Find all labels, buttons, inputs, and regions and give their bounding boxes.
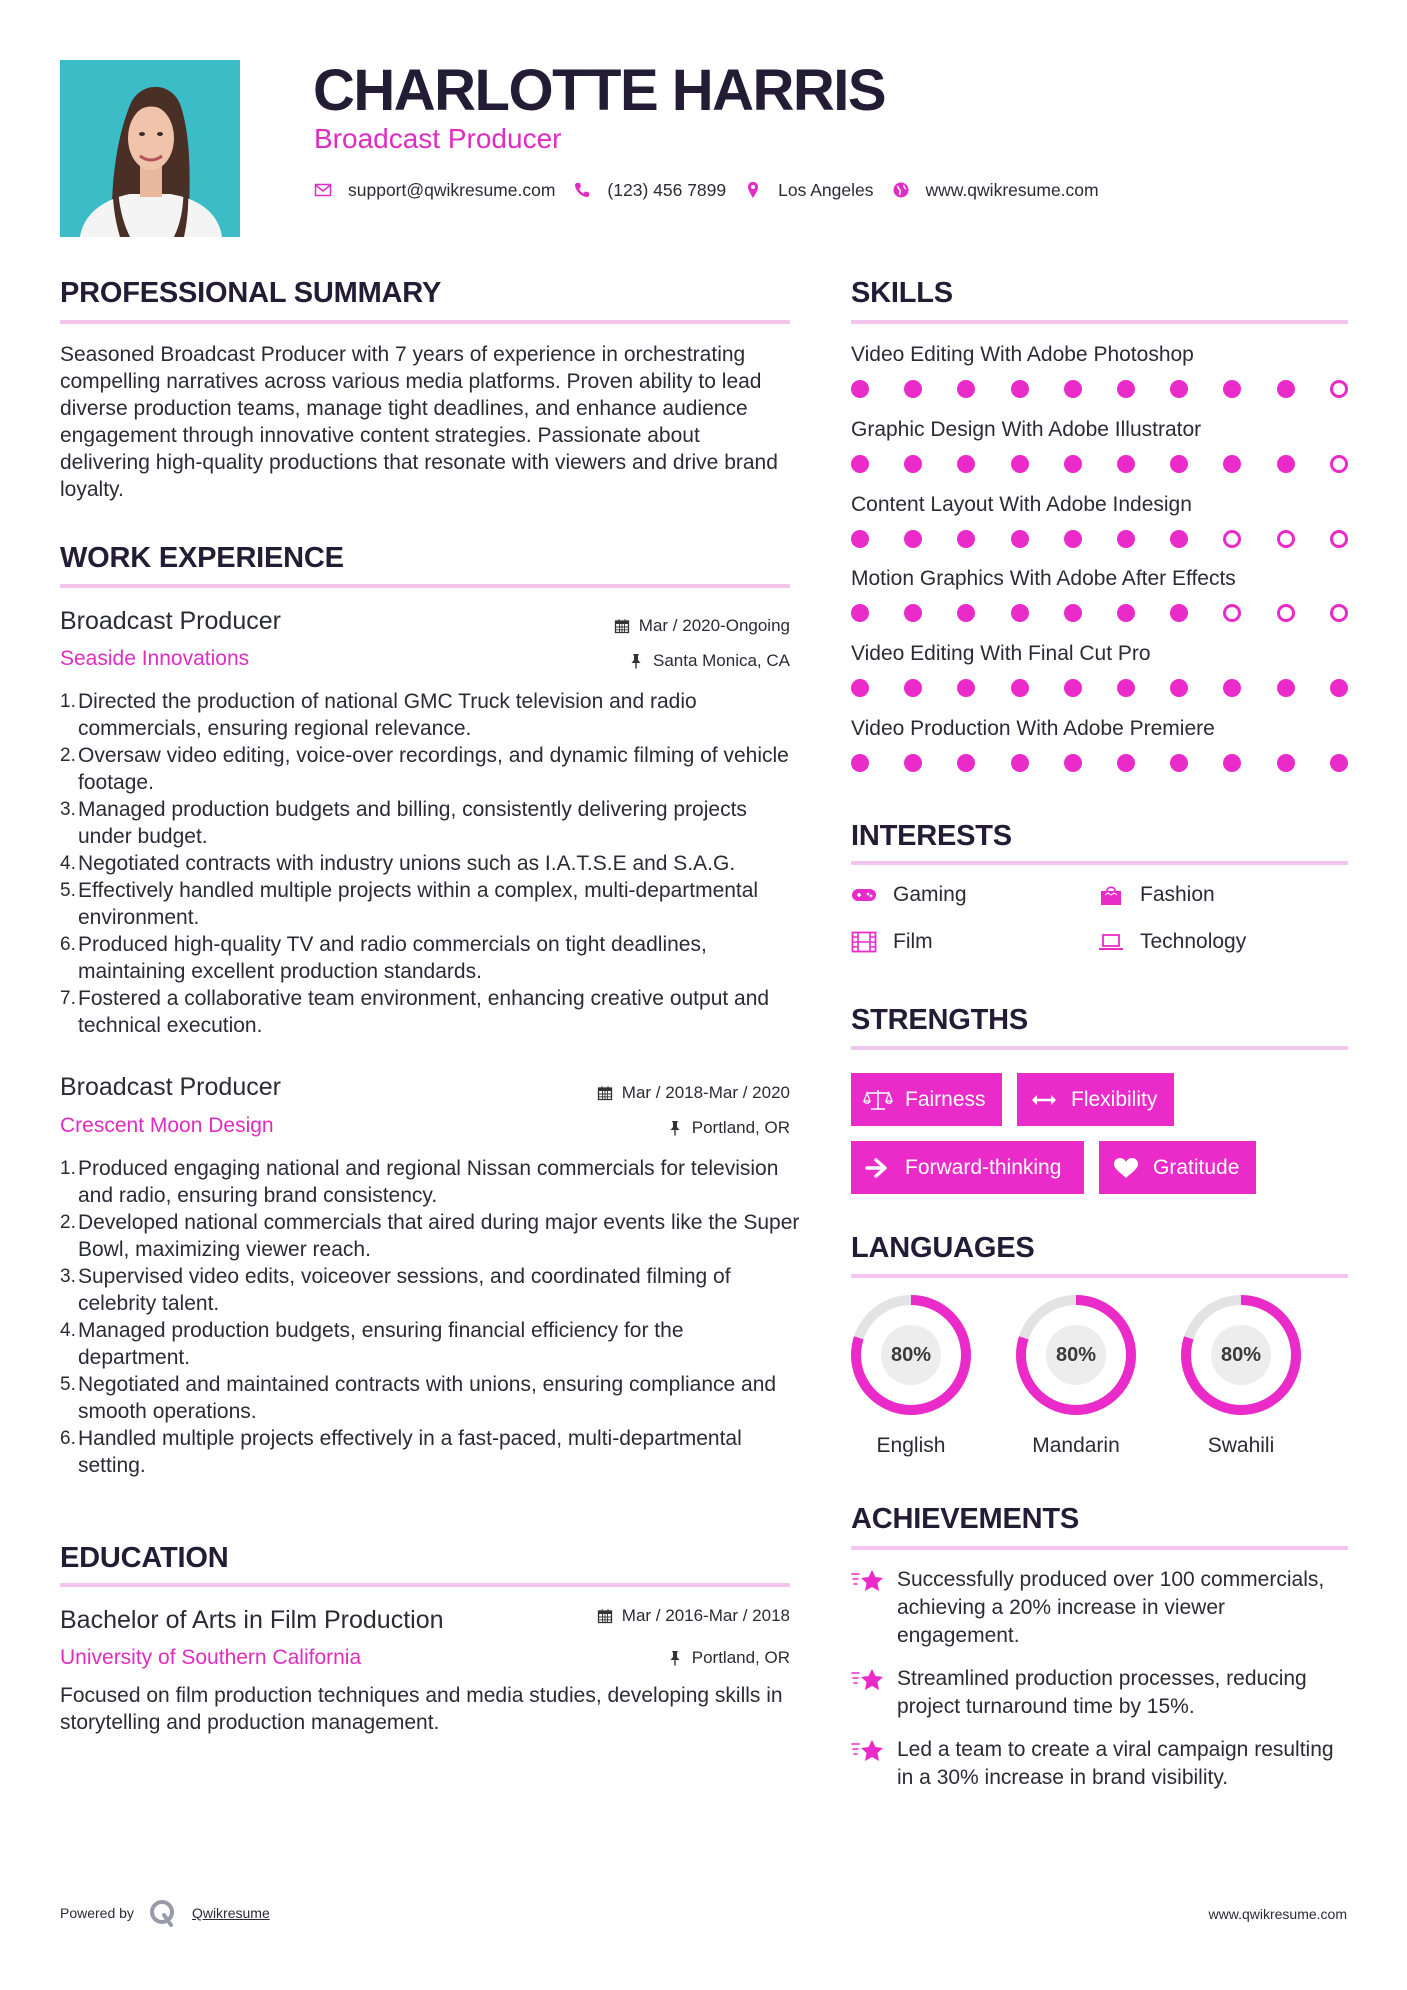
- duty-item: 6. Produced high-quality TV and radio commercials on tight deadlines, maintaining excellent production standards.: [60, 933, 707, 983]
- strengths-divider: [851, 1046, 1348, 1050]
- languages-divider: [851, 1274, 1348, 1278]
- rating-dot: [1064, 530, 1082, 548]
- experience-heading: WORK EXPERIENCE: [60, 542, 344, 574]
- arrow-right-icon: [863, 1156, 893, 1180]
- gamepad-icon: [851, 884, 877, 906]
- rating-dot: [904, 604, 922, 622]
- rating-dot: [1011, 380, 1029, 398]
- achievements-heading: ACHIEVEMENTS: [851, 1503, 1080, 1535]
- shopping-bag-icon: [1098, 884, 1124, 906]
- interest-label: Film: [893, 930, 933, 953]
- phone-text: (123) 456 7899: [607, 179, 727, 200]
- job-dates-text: Mar / 2020-Ongoing: [638, 616, 790, 635]
- rating-dot: [851, 380, 869, 398]
- duty-item: 2. Developed national commercials that aired during major events like the Super Bowl, maximizing viewer reach.: [60, 1211, 800, 1261]
- skill-label: Content Layout With Adobe Indesign: [851, 493, 1192, 516]
- rating-dot: [957, 380, 975, 398]
- achievement-text: Led a team to create a viral campaign resulting in a 30% increase in brand visibility.: [897, 1738, 1334, 1789]
- rating-dot: [1064, 455, 1082, 473]
- rating-dot: [851, 530, 869, 548]
- skill-item: [851, 417, 1348, 475]
- rating-dot: [1223, 679, 1241, 697]
- job-company: Crescent Moon Design: [60, 1114, 274, 1137]
- rating-dot: [1223, 754, 1241, 772]
- rating-dot: [904, 455, 922, 473]
- rating-dot: [1330, 754, 1348, 772]
- school-name: University of Southern California: [60, 1646, 362, 1669]
- summary-heading: PROFESSIONAL SUMMARY: [60, 277, 442, 309]
- education-location-text: Portland, OR: [691, 1648, 790, 1667]
- map-marker-icon: [744, 181, 762, 199]
- duty-item: 1. Directed the production of national GMC Truck television and radio commercials, ensuring regional relevance.: [60, 690, 697, 740]
- skill-label: Video Production With Adobe Premiere: [851, 717, 1215, 740]
- rating-dot: [851, 455, 869, 473]
- education-location: [667, 1647, 790, 1669]
- job-location: [628, 650, 790, 672]
- arrows-horizontal-icon: [1029, 1088, 1059, 1112]
- skill-item: [851, 566, 1348, 624]
- education-divider: [60, 1583, 790, 1587]
- rating-dot: [1277, 455, 1295, 473]
- qwikresume-logo-icon: [148, 1898, 178, 1928]
- duty-item: 7. Fostered a collaborative team environment, enhancing creative output and technical execution.: [60, 987, 770, 1037]
- rating-dot: [904, 754, 922, 772]
- laptop-icon: [1098, 931, 1124, 953]
- rating-dot: [1011, 679, 1029, 697]
- rating-dot: [1117, 455, 1135, 473]
- strength-fairness: [851, 1073, 1002, 1126]
- website-text: www.qwikresume.com: [925, 179, 1099, 200]
- education-dates: [597, 1605, 790, 1627]
- rating-dot: [1277, 380, 1295, 398]
- duty-item: 3. Managed production budgets and billing, consistently delivering projects under budget.: [60, 798, 747, 848]
- contact-location: [744, 180, 873, 201]
- rating-dot: [1277, 679, 1295, 697]
- language-mandarin: [1014, 1293, 1138, 1459]
- rating-dot: [904, 530, 922, 548]
- rating-dot: [1330, 679, 1348, 697]
- language-percent: 80%: [1220, 1343, 1262, 1366]
- rating-dot: [1170, 530, 1188, 548]
- strength-gratitude: [1099, 1141, 1256, 1194]
- education-dates-text: Mar / 2016-Mar / 2018: [621, 1606, 790, 1625]
- rating-dot: [1277, 530, 1295, 548]
- interests-heading: INTERESTS: [851, 820, 1012, 852]
- calendar-icon: [614, 618, 630, 634]
- rating-dot: [1117, 530, 1135, 548]
- duty-item: 3. Supervised video edits, voiceover sessions, and coordinated filming of celebrity talent.: [60, 1265, 731, 1315]
- rating-dot: [1277, 754, 1295, 772]
- interest-gaming: [851, 882, 967, 908]
- rating-dot: [1223, 604, 1241, 622]
- film-icon: [851, 931, 877, 953]
- envelope-icon: [314, 181, 332, 199]
- duty-item: 2. Oversaw video editing, voice-over recordings, and dynamic filming of vehicle footage.: [60, 744, 789, 794]
- achievement-item: [851, 1736, 1348, 1792]
- rating-dot: [1064, 380, 1082, 398]
- skill-item: [851, 716, 1348, 774]
- language-swahili: [1179, 1293, 1303, 1459]
- summary-text: Seasoned Broadcast Producer with 7 years of experience in orchestrating compelling narratives across various media platforms. Proven ability to lead diverse production teams, manage tight deadlines, and enhance audience engagement through innovative content strategies. Passionate about delivering high-quality productions that resonate with viewers and drive brand loyalty.: [60, 343, 778, 501]
- skill-item: [851, 641, 1348, 699]
- profile-photo: [60, 60, 240, 237]
- job-dates: [597, 1082, 790, 1104]
- rating-dot: [851, 679, 869, 697]
- job-duties-list: [60, 1155, 800, 1479]
- strengths-heading: STRENGTHS: [851, 1004, 1029, 1036]
- experience-divider: [60, 584, 790, 588]
- contact-website[interactable]: [892, 180, 1099, 201]
- globe-icon: [892, 181, 910, 199]
- rating-dot: [1330, 530, 1348, 548]
- qwikresume-link[interactable]: Qwikresume: [191, 1905, 270, 1921]
- achievement-text: Successfully produced over 100 commercials, achieving a 20% increase in viewer engagement.: [897, 1568, 1325, 1647]
- duty-item: 5. Effectively handled multiple projects within a complex, multi-departmental environment.: [60, 879, 759, 929]
- rating-dot: [957, 530, 975, 548]
- skill-rating: [851, 530, 1348, 550]
- language-percent: 80%: [1055, 1343, 1097, 1366]
- skill-rating: [851, 380, 1348, 400]
- interest-technology: [1098, 929, 1246, 955]
- rating-dot: [1170, 679, 1188, 697]
- duty-item: 5. Negotiated and maintained contracts with unions, ensuring compliance and smooth operations.: [60, 1373, 777, 1423]
- rating-dot: [1011, 530, 1029, 548]
- rating-dot: [957, 754, 975, 772]
- location-text: Los Angeles: [778, 179, 874, 200]
- calendar-icon: [597, 1085, 613, 1101]
- rating-dot: [1170, 604, 1188, 622]
- rating-dot: [1064, 604, 1082, 622]
- skill-label: Video Editing With Final Cut Pro: [851, 642, 1151, 665]
- job-location-text: Portland, OR: [691, 1118, 790, 1137]
- rating-dot: [904, 679, 922, 697]
- rating-dot: [1064, 754, 1082, 772]
- skill-label: Motion Graphics With Adobe After Effects: [851, 567, 1236, 590]
- rating-dot: [1330, 380, 1348, 398]
- rating-dot: [1011, 455, 1029, 473]
- rating-dot: [1223, 380, 1241, 398]
- interest-label: Gaming: [893, 883, 967, 906]
- thumbtack-icon: [628, 653, 644, 669]
- skill-label: Video Editing With Adobe Photoshop: [851, 343, 1194, 366]
- languages-heading: LANGUAGES: [851, 1232, 1035, 1264]
- duty-item: 4. Managed production budgets, ensuring financial efficiency for the department.: [60, 1319, 684, 1369]
- interest-film: [851, 929, 933, 955]
- rating-dot: [957, 455, 975, 473]
- shooting-star-icon: [851, 1736, 885, 1766]
- interest-label: Fashion: [1140, 883, 1215, 906]
- job-title: Broadcast Producer: [60, 607, 281, 635]
- skill-rating: [851, 604, 1348, 624]
- achievements-divider: [851, 1546, 1348, 1550]
- rating-dot: [904, 380, 922, 398]
- balance-scale-icon: [863, 1088, 893, 1112]
- job-location-text: Santa Monica, CA: [652, 651, 790, 670]
- interests-divider: [851, 861, 1348, 865]
- job-location: [667, 1117, 790, 1139]
- strength-label: Forward-thinking: [905, 1155, 1062, 1179]
- footer-url[interactable]: www.qwikresume.com: [1208, 1906, 1347, 1922]
- rating-dot: [1117, 604, 1135, 622]
- language-name: English: [876, 1434, 946, 1457]
- strength-label: Fairness: [905, 1087, 986, 1111]
- rating-dot: [1223, 455, 1241, 473]
- achievement-text: Streamlined production processes, reducing project turnaround time by 15%.: [897, 1667, 1307, 1718]
- contact-email[interactable]: [314, 180, 555, 201]
- job-title: Broadcast Producer: [60, 1073, 281, 1101]
- skill-rating: [851, 754, 1348, 774]
- language-english: [849, 1293, 973, 1459]
- strength-flexibility: [1017, 1073, 1174, 1126]
- skills-heading: SKILLS: [851, 277, 953, 309]
- rating-dot: [1170, 455, 1188, 473]
- rating-dot: [1011, 604, 1029, 622]
- rating-dot: [1064, 679, 1082, 697]
- degree-title: Bachelor of Arts in Film Production: [60, 1606, 444, 1634]
- strength-label: Gratitude: [1153, 1155, 1240, 1179]
- job-dates-text: Mar / 2018-Mar / 2020: [621, 1083, 790, 1102]
- education-heading: EDUCATION: [60, 1542, 229, 1574]
- thumbtack-icon: [667, 1650, 683, 1666]
- heart-icon: [1111, 1156, 1141, 1180]
- skill-item: [851, 492, 1348, 550]
- rating-dot: [1011, 754, 1029, 772]
- duty-item: 1. Produced engaging national and regional Nissan commercials for television and radio, ensuring brand consistency.: [60, 1157, 779, 1207]
- rating-dot: [957, 604, 975, 622]
- education-description: Focused on film production techniques and media studies, developing skills in storytelling and production management.: [60, 1684, 783, 1734]
- language-name: Mandarin: [1032, 1434, 1120, 1457]
- interest-label: Technology: [1140, 930, 1247, 953]
- person-portrait-icon: [60, 60, 240, 237]
- rating-dot: [851, 604, 869, 622]
- calendar-icon: [597, 1608, 613, 1624]
- job-duties-list: [60, 688, 800, 1039]
- rating-dot: [851, 754, 869, 772]
- duty-item: 6. Handled multiple projects effectively in a fast-paced, multi-departmental setting.: [60, 1427, 742, 1477]
- language-name: Swahili: [1207, 1434, 1275, 1457]
- rating-dot: [1170, 380, 1188, 398]
- footer-powered-by: [60, 1898, 270, 1928]
- job-company: Seaside Innovations: [60, 647, 250, 670]
- phone-icon: [573, 181, 591, 199]
- rating-dot: [1117, 679, 1135, 697]
- skills-divider: [851, 320, 1348, 324]
- rating-dot: [1170, 754, 1188, 772]
- achievement-item: [851, 1566, 1348, 1650]
- shooting-star-icon: [851, 1566, 885, 1596]
- interest-fashion: [1098, 882, 1215, 908]
- rating-dot: [1117, 754, 1135, 772]
- skill-label: Graphic Design With Adobe Illustrator: [851, 418, 1202, 441]
- shooting-star-icon: [851, 1665, 885, 1695]
- duty-item: 4. Negotiated contracts with industry unions such as I.A.T.S.E and S.A.G.: [60, 852, 736, 875]
- candidate-name: CHARLOTTE HARRIS: [313, 58, 886, 123]
- rating-dot: [957, 679, 975, 697]
- language-percent: 80%: [890, 1343, 932, 1366]
- skill-item: [851, 342, 1348, 400]
- skill-rating: [851, 679, 1348, 699]
- summary-divider: [60, 320, 790, 324]
- rating-dot: [1223, 530, 1241, 548]
- contact-phone[interactable]: [573, 180, 726, 201]
- candidate-title: Broadcast Producer: [314, 123, 562, 154]
- email-text: support@qwikresume.com: [348, 179, 556, 200]
- rating-dot: [1330, 455, 1348, 473]
- rating-dot: [1330, 604, 1348, 622]
- thumbtack-icon: [667, 1120, 683, 1136]
- strength-label: Flexibility: [1071, 1087, 1158, 1111]
- powered-by-text: Powered by: [60, 1905, 134, 1921]
- rating-dot: [1277, 604, 1295, 622]
- job-dates: [614, 615, 790, 637]
- contact-row: [314, 178, 1117, 202]
- rating-dot: [1117, 380, 1135, 398]
- achievement-item: [851, 1665, 1348, 1721]
- skill-rating: [851, 455, 1348, 475]
- strength-forward-thinking: [851, 1141, 1084, 1194]
